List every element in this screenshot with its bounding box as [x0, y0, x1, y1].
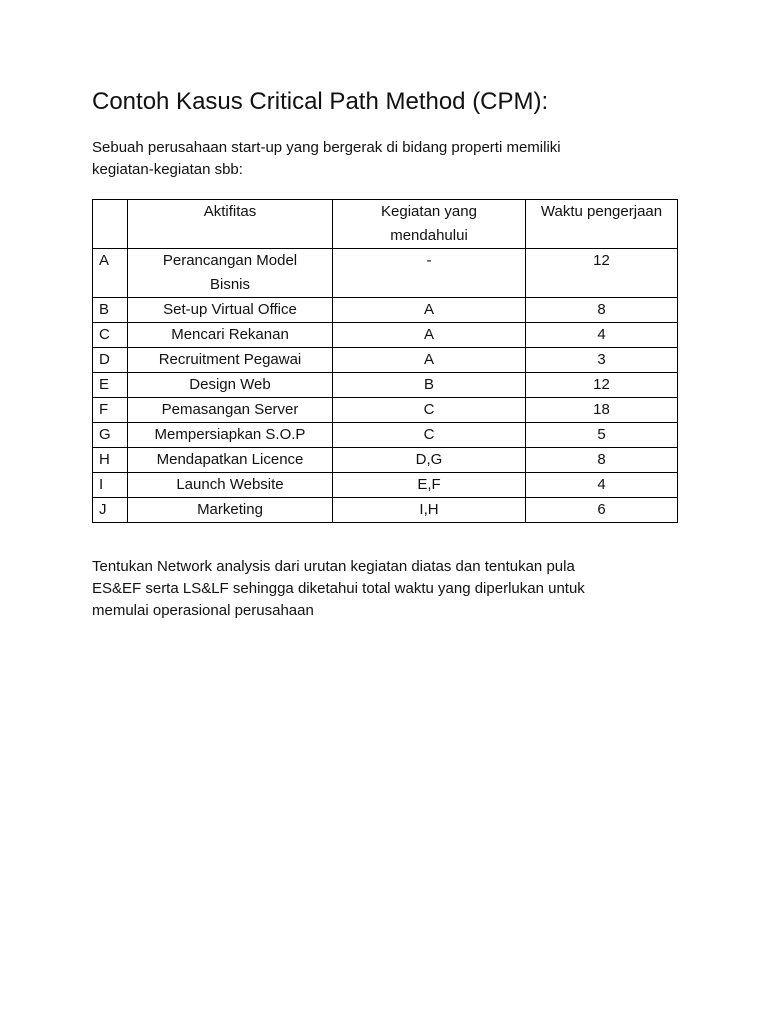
header-duration: Waktu pengerjaan	[526, 200, 678, 249]
cell-predecessor: I,H	[333, 498, 526, 523]
cell-activity: Pemasangan Server	[128, 398, 333, 423]
cell-code: A	[93, 249, 128, 298]
table-row	[93, 348, 678, 373]
cell-duration: 5	[526, 423, 678, 448]
cell-predecessor: C	[333, 398, 526, 423]
cell-activity: Mencari Rekanan	[128, 323, 333, 348]
cell-code: I	[93, 473, 128, 498]
table-row	[93, 298, 678, 323]
cell-duration: 12	[526, 249, 678, 298]
cell-code: F	[93, 398, 128, 423]
cell-code: E	[93, 373, 128, 398]
cell-activity: Mendapatkan Licence	[128, 448, 333, 473]
cell-activity: Mempersiapkan S.O.P	[128, 423, 333, 448]
cell-duration: 4	[526, 323, 678, 348]
cell-activity: Recruitment Pegawai	[128, 348, 333, 373]
activity-table	[92, 199, 678, 523]
instruction-paragraph	[92, 556, 692, 622]
cell-activity-line: Perancangan Model	[162, 252, 298, 269]
cell-duration: 8	[526, 448, 678, 473]
header-predecessor-line: Kegiatan yang	[381, 203, 477, 220]
cell-code: D	[93, 348, 128, 373]
cell-activity: Marketing	[128, 498, 333, 523]
cell-duration: 8	[526, 298, 678, 323]
intro-line: kegiatan-kegiatan sbb:	[92, 161, 243, 178]
table-row	[93, 473, 678, 498]
instruction-line: Tentukan Network analysis dari urutan kegiatan diatas dan tentukan pula	[92, 558, 575, 575]
cell-code: C	[93, 323, 128, 348]
cell-predecessor: A	[333, 348, 526, 373]
intro-line: Sebuah perusahaan start-up yang bergerak di bidang properti memiliki	[92, 139, 561, 156]
instruction-line: ES&EF serta LS&LF sehingga diketahui total waktu yang diperlukan untuk	[92, 580, 585, 597]
cell-code: B	[93, 298, 128, 323]
table-row	[93, 373, 678, 398]
cell-code: G	[93, 423, 128, 448]
cell-activity-line: Bisnis	[209, 276, 250, 293]
cell-predecessor: C	[333, 423, 526, 448]
table-row	[93, 249, 678, 298]
cell-duration: 3	[526, 348, 678, 373]
cell-predecessor: -	[333, 249, 526, 298]
table-row	[93, 448, 678, 473]
header-code	[93, 200, 128, 249]
cell-predecessor: D,G	[333, 448, 526, 473]
header-predecessor	[333, 200, 526, 249]
document-title: Contoh Kasus Critical Path Method (CPM):	[92, 88, 549, 115]
cell-activity: Set-up Virtual Office	[128, 298, 333, 323]
cell-duration: 18	[526, 398, 678, 423]
cell-duration: 6	[526, 498, 678, 523]
cell-predecessor: A	[333, 298, 526, 323]
cell-activity: Design Web	[128, 373, 333, 398]
cell-duration: 12	[526, 373, 678, 398]
table-header-row	[93, 200, 678, 249]
table-row	[93, 498, 678, 523]
header-activity: Aktifitas	[128, 200, 333, 249]
table-row	[93, 423, 678, 448]
cell-predecessor: B	[333, 373, 526, 398]
cell-predecessor: E,F	[333, 473, 526, 498]
table-row	[93, 398, 678, 423]
cell-code: J	[93, 498, 128, 523]
cell-activity	[128, 249, 333, 298]
cell-duration: 4	[526, 473, 678, 498]
table-row	[93, 323, 678, 348]
cell-activity: Launch Website	[128, 473, 333, 498]
intro-paragraph	[92, 137, 692, 181]
header-predecessor-line: mendahului	[390, 227, 468, 244]
cell-predecessor: A	[333, 323, 526, 348]
cell-code: H	[93, 448, 128, 473]
instruction-line: memulai operasional perusahaan	[92, 602, 314, 619]
